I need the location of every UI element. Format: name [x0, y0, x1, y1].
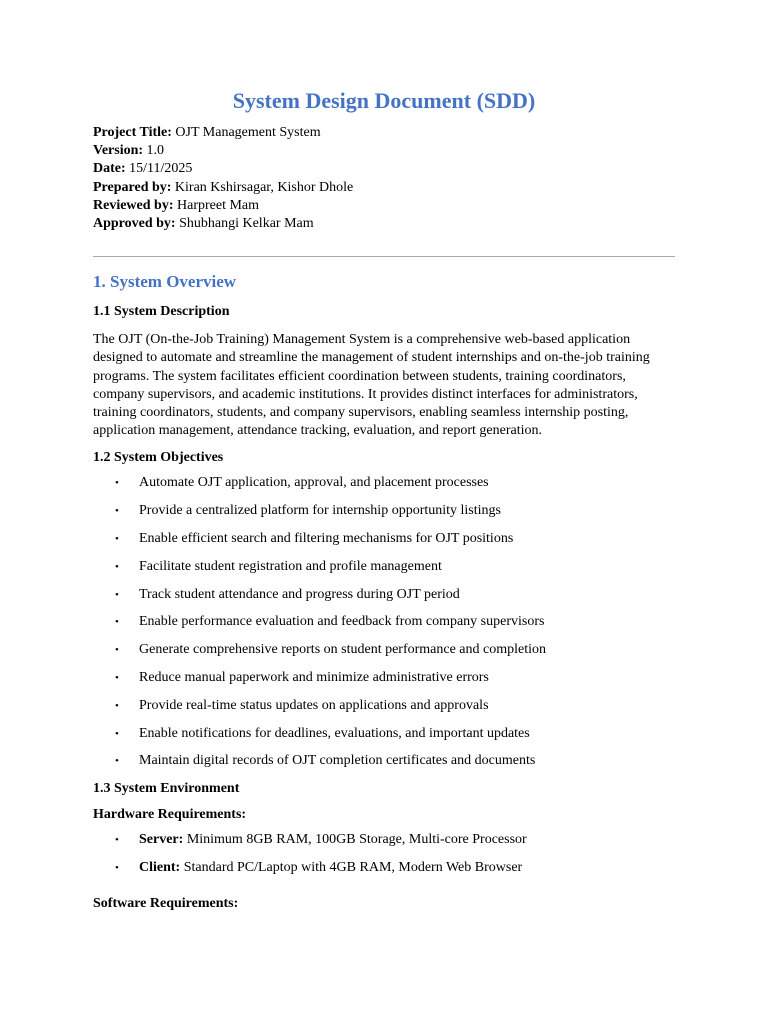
- list-item: [93, 831, 675, 859]
- list-item-text: Automate OJT application, approval, and placement processes: [139, 475, 489, 491]
- bullet-icon: •: [115, 699, 119, 712]
- meta-value: Kiran Kshirsagar, Kishor Dhole: [174, 179, 354, 195]
- meta-label: Project Title:: [93, 125, 172, 140]
- list-item-text: Enable efficient search and filtering mechanisms for OJT positions: [139, 531, 514, 547]
- list-item: [93, 502, 675, 530]
- bullet-icon: •: [115, 588, 119, 601]
- list-item-text: Enable performance evaluation and feedback from company supervisors: [139, 614, 545, 630]
- list-item-text: Reduce manual paperwork and minimize administrative errors: [139, 670, 489, 686]
- bullet-icon: •: [115, 755, 119, 768]
- meta-label: Prepared by:: [93, 179, 172, 195]
- software-requirements-heading: Software Requirements:: [93, 895, 239, 911]
- requirement-value: Standard PC/Laptop with 4GB RAM, Modern Web Browser: [183, 860, 523, 875]
- bullet-icon: •: [115, 862, 119, 874]
- section-heading-system-overview: 1. System Overview: [93, 272, 237, 292]
- meta-value: Harpreet Mam: [177, 197, 260, 213]
- subheading-system-description: 1.1 System Description: [93, 304, 230, 320]
- meta-value: 15/11/2025: [129, 161, 193, 177]
- bullet-icon: •: [115, 727, 119, 740]
- meta-date: [93, 160, 675, 178]
- meta-reviewed-by: [93, 197, 675, 215]
- requirement-label: Server:: [139, 832, 184, 848]
- list-item: [93, 752, 675, 780]
- document-metadata: [93, 124, 675, 233]
- list-item: [93, 586, 675, 614]
- list-item-text: Maintain digital records of OJT completion certificates and documents: [139, 753, 536, 769]
- bullet-icon: •: [115, 505, 119, 518]
- hardware-requirements-list: [93, 831, 675, 887]
- meta-label: Reviewed by:: [93, 197, 174, 213]
- meta-version: [93, 142, 675, 160]
- list-item-text: Facilitate student registration and profile management: [139, 558, 442, 574]
- bullet-icon: •: [115, 834, 119, 847]
- meta-prepared-by: [93, 179, 675, 197]
- meta-label: Version:: [93, 143, 144, 159]
- objectives-list: [93, 474, 675, 780]
- list-item-text: Enable notifications for deadlines, evaluations, and important updates: [139, 725, 530, 741]
- subheading-system-environment: 1.3 System Environment: [93, 781, 240, 797]
- list-item: [93, 613, 675, 641]
- meta-value: OJT Management System: [175, 125, 321, 140]
- bullet-icon: •: [115, 560, 119, 573]
- meta-value: Shubhangi Kelkar Mam: [179, 216, 314, 232]
- list-item: [93, 530, 675, 558]
- document-title: System Design Document (SDD): [232, 88, 536, 113]
- bullet-icon: •: [115, 616, 119, 629]
- hardware-requirements-heading: Hardware Requirements:: [93, 807, 247, 823]
- list-item: [93, 859, 675, 887]
- list-item: [93, 641, 675, 669]
- list-item: [93, 558, 675, 586]
- requirement-value: Minimum 8GB RAM, 100GB Storage, Multi-core Processor: [186, 832, 527, 848]
- meta-project-title: [93, 124, 675, 142]
- requirement-label: Client:: [139, 860, 181, 875]
- list-item-text: Provide real-time status updates on applications and approvals: [139, 697, 489, 713]
- meta-approved-by: [93, 215, 675, 233]
- list-item: [93, 669, 675, 697]
- bullet-icon: •: [115, 672, 119, 685]
- list-item-text: Generate comprehensive reports on student performance and completion: [139, 642, 547, 658]
- list-item-text: Track student attendance and progress during OJT period: [139, 586, 460, 602]
- list-item-text: Provide a centralized platform for internship opportunity listings: [139, 503, 501, 519]
- list-item: [93, 725, 675, 753]
- bullet-icon: •: [115, 533, 119, 546]
- meta-label: Approved by:: [93, 216, 176, 232]
- bullet-icon: •: [115, 477, 119, 490]
- bullet-icon: •: [115, 644, 119, 657]
- system-description-paragraph: The OJT (On-the-Job Training) Management System is a comprehensive web-based application designed to automate and streamline the management of student internships and on-the-job training programs. The system facilitates efficient coordination between students, training coordinators, company supervisors, and academic institutions. It provides distinct interfaces for administrators, training coordinators, students, and company supervisors, enabling seamless internship posting, application management, attendance tracking, evaluation, and report generation.: [93, 332, 650, 439]
- list-item: [93, 474, 675, 502]
- subheading-system-objectives: 1.2 System Objectives: [93, 450, 224, 466]
- meta-label: Date:: [93, 161, 126, 177]
- horizontal-divider: [93, 256, 675, 257]
- meta-value: 1.0: [146, 143, 165, 159]
- list-item: [93, 697, 675, 725]
